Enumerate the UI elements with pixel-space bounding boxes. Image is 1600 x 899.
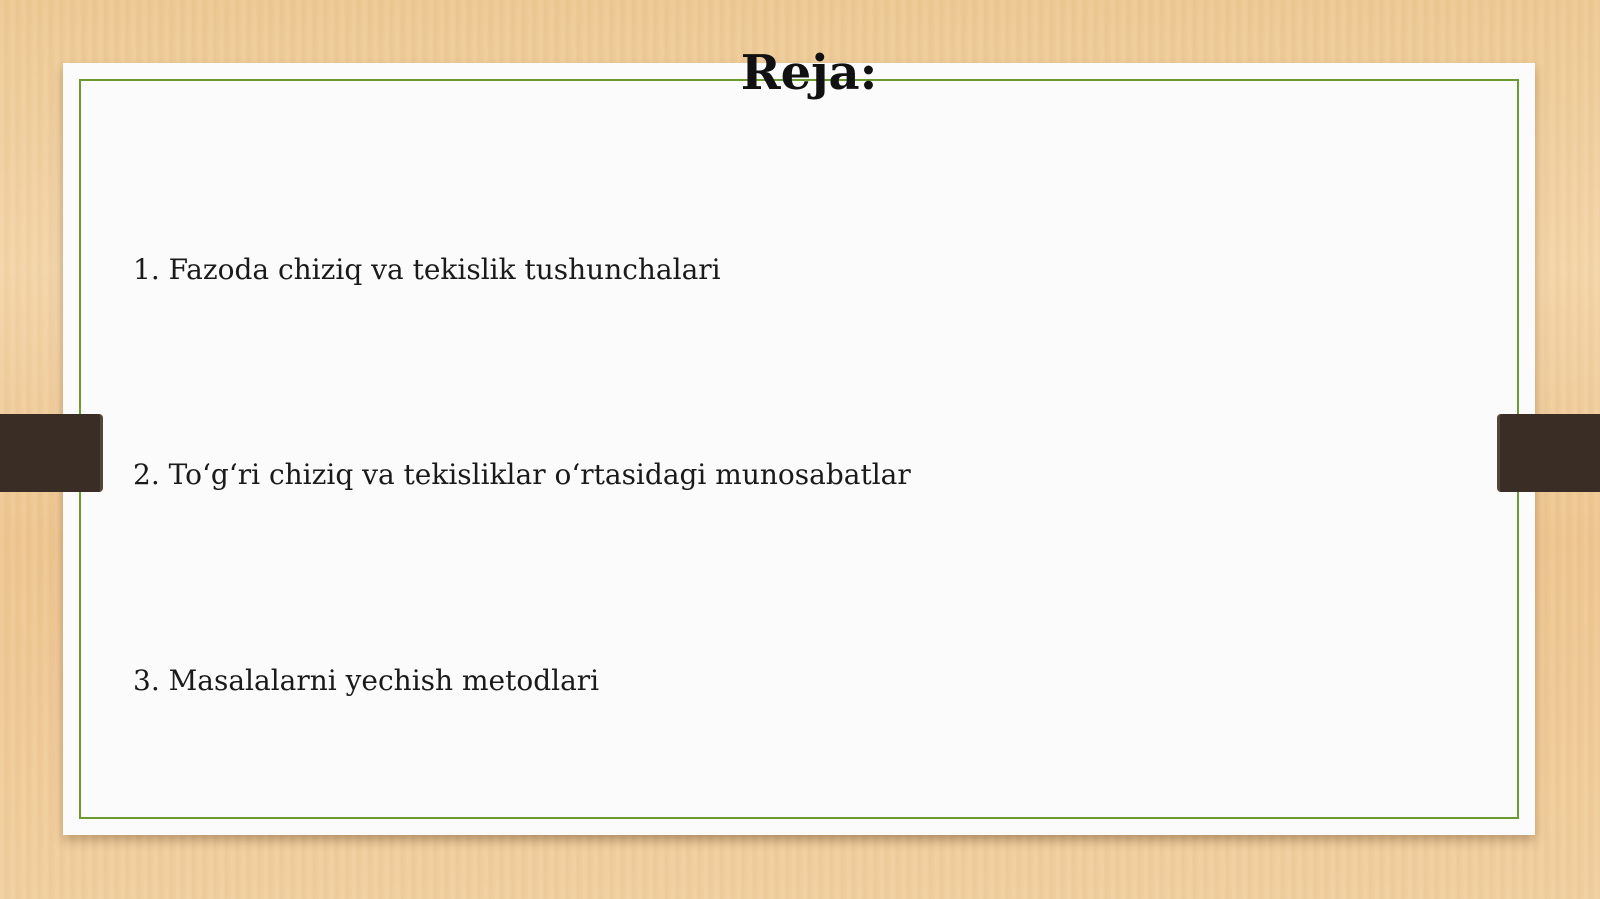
slide-border-frame [79, 79, 1519, 819]
plan-item-3: 3. Masalalarni yechish metodlari [133, 664, 600, 697]
right-binder-tab [1497, 414, 1600, 492]
plan-item-2: 2. To‘g‘ri chiziq va tekisliklar o‘rtasidagi munosabatlar [133, 458, 911, 491]
slide-title: Reja: [740, 45, 878, 101]
plan-item-1: 1. Fazoda chiziq va tekislik tushunchalari [133, 253, 721, 286]
left-binder-tab [0, 414, 103, 492]
